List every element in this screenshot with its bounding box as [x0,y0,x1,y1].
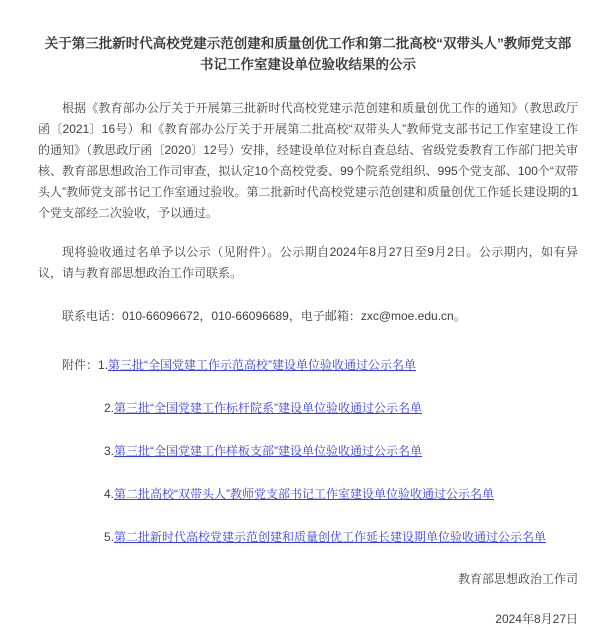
attachment-link-1[interactable]: 第三批“全国党建工作示范高校”建设单位验收通过公示名单 [108,358,417,372]
attachment-number: 5. [104,530,115,544]
body-paragraph-publicity-period: 现将验收通过名单予以公示（见附件）。公示期自2024年8月27日至9月2日。公示期内，如有异议，请与教育部思想政治工作司联系。 [38,245,578,280]
issue-date: 2024年8月27日 [495,612,578,626]
attachment-number: 1. [98,358,109,372]
attachment-link-2[interactable]: 第三批“全国党建工作标杆院系”建设单位验收通过公示名单 [114,401,423,415]
attachment-link-5[interactable]: 第二批新时代高校党建示范创建和质量创优工作延长建设期单位验收通过公示名单 [114,530,547,544]
issuer-signature: 教育部思想政治工作司 [457,572,578,586]
attachment-number: 4. [104,487,115,501]
attachment-number: 2. [104,401,115,415]
attachment-row-3 [38,441,578,462]
attachment-link-3[interactable]: 第三批“全国党建工作样板支部”建设单位验收通过公示名单 [114,444,423,458]
attachment-link-4[interactable]: 第二批高校“双带头人”教师党支部书记工作室建设单位验收通过公示名单 [114,487,495,501]
page-title: 关于第三批新时代高校党建示范创建和质量创优工作和第二批高校“双带头人”教师党支部书记工作室建设单位验收结果的公示 [44,36,572,72]
attachment-row-5 [38,527,578,548]
attachment-row-1 [38,355,578,376]
contact-info-line: 联系电话：010-66096672，010-66096689，电子邮箱：zxc@moe.edu.cn。 [62,309,466,323]
attachment-number: 3. [104,444,115,458]
attachment-row-4 [38,484,578,505]
attachment-row-2 [38,398,578,419]
body-paragraph-basis: 根据《教育部办公厅关于开展第三批新时代高校党建示范创建和质量创优工作的通知》（教思政厅函〔2021〕16号）和《教育部办公厅关于开展第二批高校“双带头人”教师党支部书记工作室建设工作的通知》（教思政厅函〔2020〕12号）安排，经建设单位对标自查总结、省级党委教育工作部门把关审核、教育部思想政治工作司审查，拟认定10个高校党委、99个院系党组织、995个党支部、100个“双带头人”教师党支部书记工作室通过验收。第二批新时代高校党建示范创建和质量创优工作延长建设期的1个党支部经二次验收，予以通过。 [38,101,578,220]
attachments-label: 附件： [62,358,99,372]
